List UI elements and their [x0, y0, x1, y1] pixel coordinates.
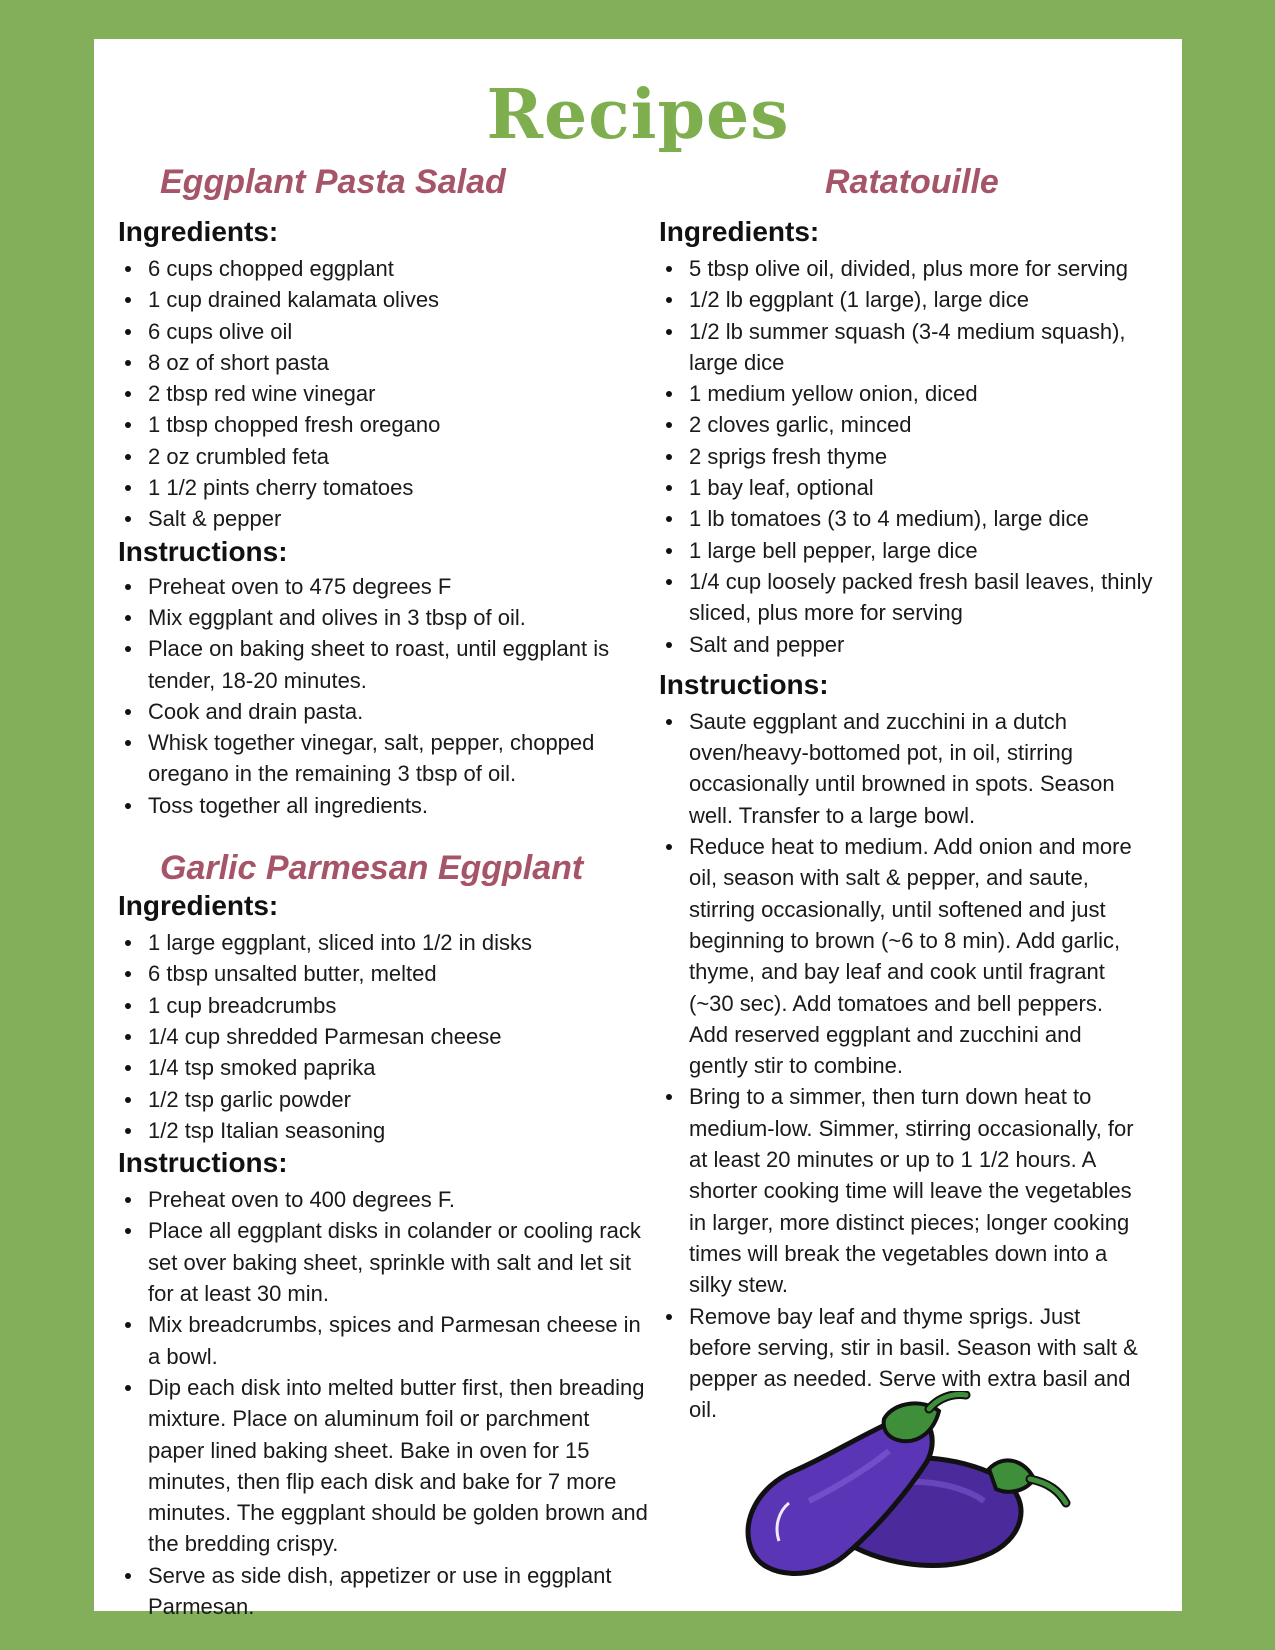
recipe-page — [94, 39, 1182, 1619]
list-item: Bring to a simmer, then turn down heat to medium-low. Simmer, stirring occasionally, for at least 20 minutes or up to 1 1/2 hours. A shorter cooking time will leave the vegetables in larger, more distinct pieces; longer cooking times will break the vegetables down into a silky stew. — [689, 1081, 1139, 1300]
list-item: 2 tbsp red wine vinegar — [148, 378, 648, 409]
list-item: 1 cup drained kalamata olives — [148, 284, 648, 315]
ingredients-heading: Ingredients: — [118, 890, 279, 922]
list-item: Toss together all ingredients. — [148, 790, 648, 821]
recipe-eggplant-pasta-salad — [118, 161, 648, 821]
ingredients-list — [118, 927, 648, 1146]
recipe-garlic-parmesan-eggplant — [118, 847, 648, 1622]
list-item: Mix eggplant and olives in 3 tbsp of oil. — [148, 602, 648, 633]
list-item: 1 cup breadcrumbs — [148, 990, 648, 1021]
list-item: 1/4 cup shredded Parmesan cheese — [148, 1021, 648, 1052]
list-item: 1/4 tsp smoked paprika — [148, 1052, 648, 1083]
list-item: Mix breadcrumbs, spices and Parmesan cheese in a bowl. — [148, 1309, 648, 1372]
list-item: 1 medium yellow onion, diced — [689, 378, 1179, 409]
page-title: Recipes — [486, 75, 790, 155]
list-item: 2 sprigs fresh thyme — [689, 441, 1179, 472]
list-item: 6 cups chopped eggplant — [148, 253, 648, 284]
instructions-heading: Instructions: — [118, 535, 288, 567]
list-item: Cook and drain pasta. — [148, 696, 648, 727]
list-item: 1 lb tomatoes (3 to 4 medium), large dice — [689, 503, 1179, 534]
list-item: Remove bay leaf and thyme sprigs. Just before serving, stir in basil. Season with salt & pepper as needed. Serve with extra basil and oil. — [689, 1301, 1139, 1426]
instructions-list — [118, 1184, 648, 1622]
recipe-title: Ratatouille — [825, 163, 999, 201]
right-column — [659, 161, 1179, 1426]
list-item: Preheat oven to 400 degrees F. — [148, 1184, 648, 1215]
left-column — [118, 161, 648, 1622]
list-item: 6 cups olive oil — [148, 316, 648, 347]
list-item: 1 large bell pepper, large dice — [689, 535, 1179, 566]
list-item: 1 bay leaf, optional — [689, 472, 1179, 503]
list-item: 5 tbsp olive oil, divided, plus more for serving — [689, 253, 1179, 284]
list-item: 8 oz of short pasta — [148, 347, 648, 378]
ingredients-heading: Ingredients: — [659, 216, 820, 247]
instructions-heading: Instructions: — [118, 1147, 288, 1179]
list-item: 6 tbsp unsalted butter, melted — [148, 958, 648, 989]
eggplant-illustration — [734, 1391, 1084, 1591]
list-item: 1 1/2 pints cherry tomatoes — [148, 472, 648, 503]
list-item: Reduce heat to medium. Add onion and more oil, season with salt & pepper, and saute, stirring occasionally, until softened and just beginning to brown (~6 to 8 min). Add garlic, thyme, and bay leaf and cook until fragrant (~30 sec). Add tomatoes and bell peppers. Add reserved eggplant and zucchini and gently stir to combine. — [689, 831, 1139, 1081]
list-item: 1 tbsp chopped fresh oregano — [148, 409, 648, 440]
instructions-list — [118, 571, 648, 821]
list-item: Saute eggplant and zucchini in a dutch oven/heavy-bottomed pot, in oil, stirring occasionally until browned in spots. Season well. Transfer to a large bowl. — [689, 706, 1139, 831]
list-item: 2 cloves garlic, minced — [689, 409, 1179, 440]
list-item: 1/2 lb summer squash (3-4 medium squash), large dice — [689, 316, 1179, 379]
recipe-title: Eggplant Pasta Salad — [160, 163, 506, 201]
list-item: Preheat oven to 475 degrees F — [148, 571, 648, 602]
instructions-list — [659, 706, 1179, 1426]
list-item: 1/2 lb eggplant (1 large), large dice — [689, 284, 1179, 315]
list-item: Place all eggplant disks in colander or cooling rack set over baking sheet, sprinkle with salt and let sit for at least 30 min. — [148, 1215, 648, 1309]
list-item: 1/4 cup loosely packed fresh basil leaves, thinly sliced, plus more for serving — [689, 566, 1179, 629]
list-item: 1/2 tsp Italian seasoning — [148, 1115, 648, 1146]
list-item: Place on baking sheet to roast, until eggplant is tender, 18-20 minutes. — [148, 633, 648, 696]
instructions-heading: Instructions: — [659, 668, 829, 700]
recipe-ratatouille — [659, 161, 1179, 1426]
list-item: Salt & pepper — [148, 503, 648, 534]
recipe-title: Garlic Parmesan Eggplant — [160, 849, 584, 888]
ingredients-heading: Ingredients: — [118, 216, 279, 247]
list-item: 1/2 tsp garlic powder — [148, 1084, 648, 1115]
list-item: 1 large eggplant, sliced into 1/2 in disks — [148, 927, 648, 958]
list-item: Whisk together vinegar, salt, pepper, chopped oregano in the remaining 3 tbsp of oil. — [148, 727, 648, 790]
list-item: Serve as side dish, appetizer or use in eggplant Parmesan. — [148, 1560, 648, 1623]
list-item: Dip each disk into melted butter first, then breading mixture. Place on aluminum foil or parchment paper lined baking sheet. Bake in oven for 15 minutes, then flip each disk and bake for 7 more minutes. The eggplant should be golden brown and the bredding crispy. — [148, 1372, 648, 1560]
list-item: 2 oz crumbled feta — [148, 441, 648, 472]
list-item: Salt and pepper — [689, 629, 1179, 660]
ingredients-list — [118, 253, 648, 535]
ingredients-list — [659, 253, 1179, 660]
